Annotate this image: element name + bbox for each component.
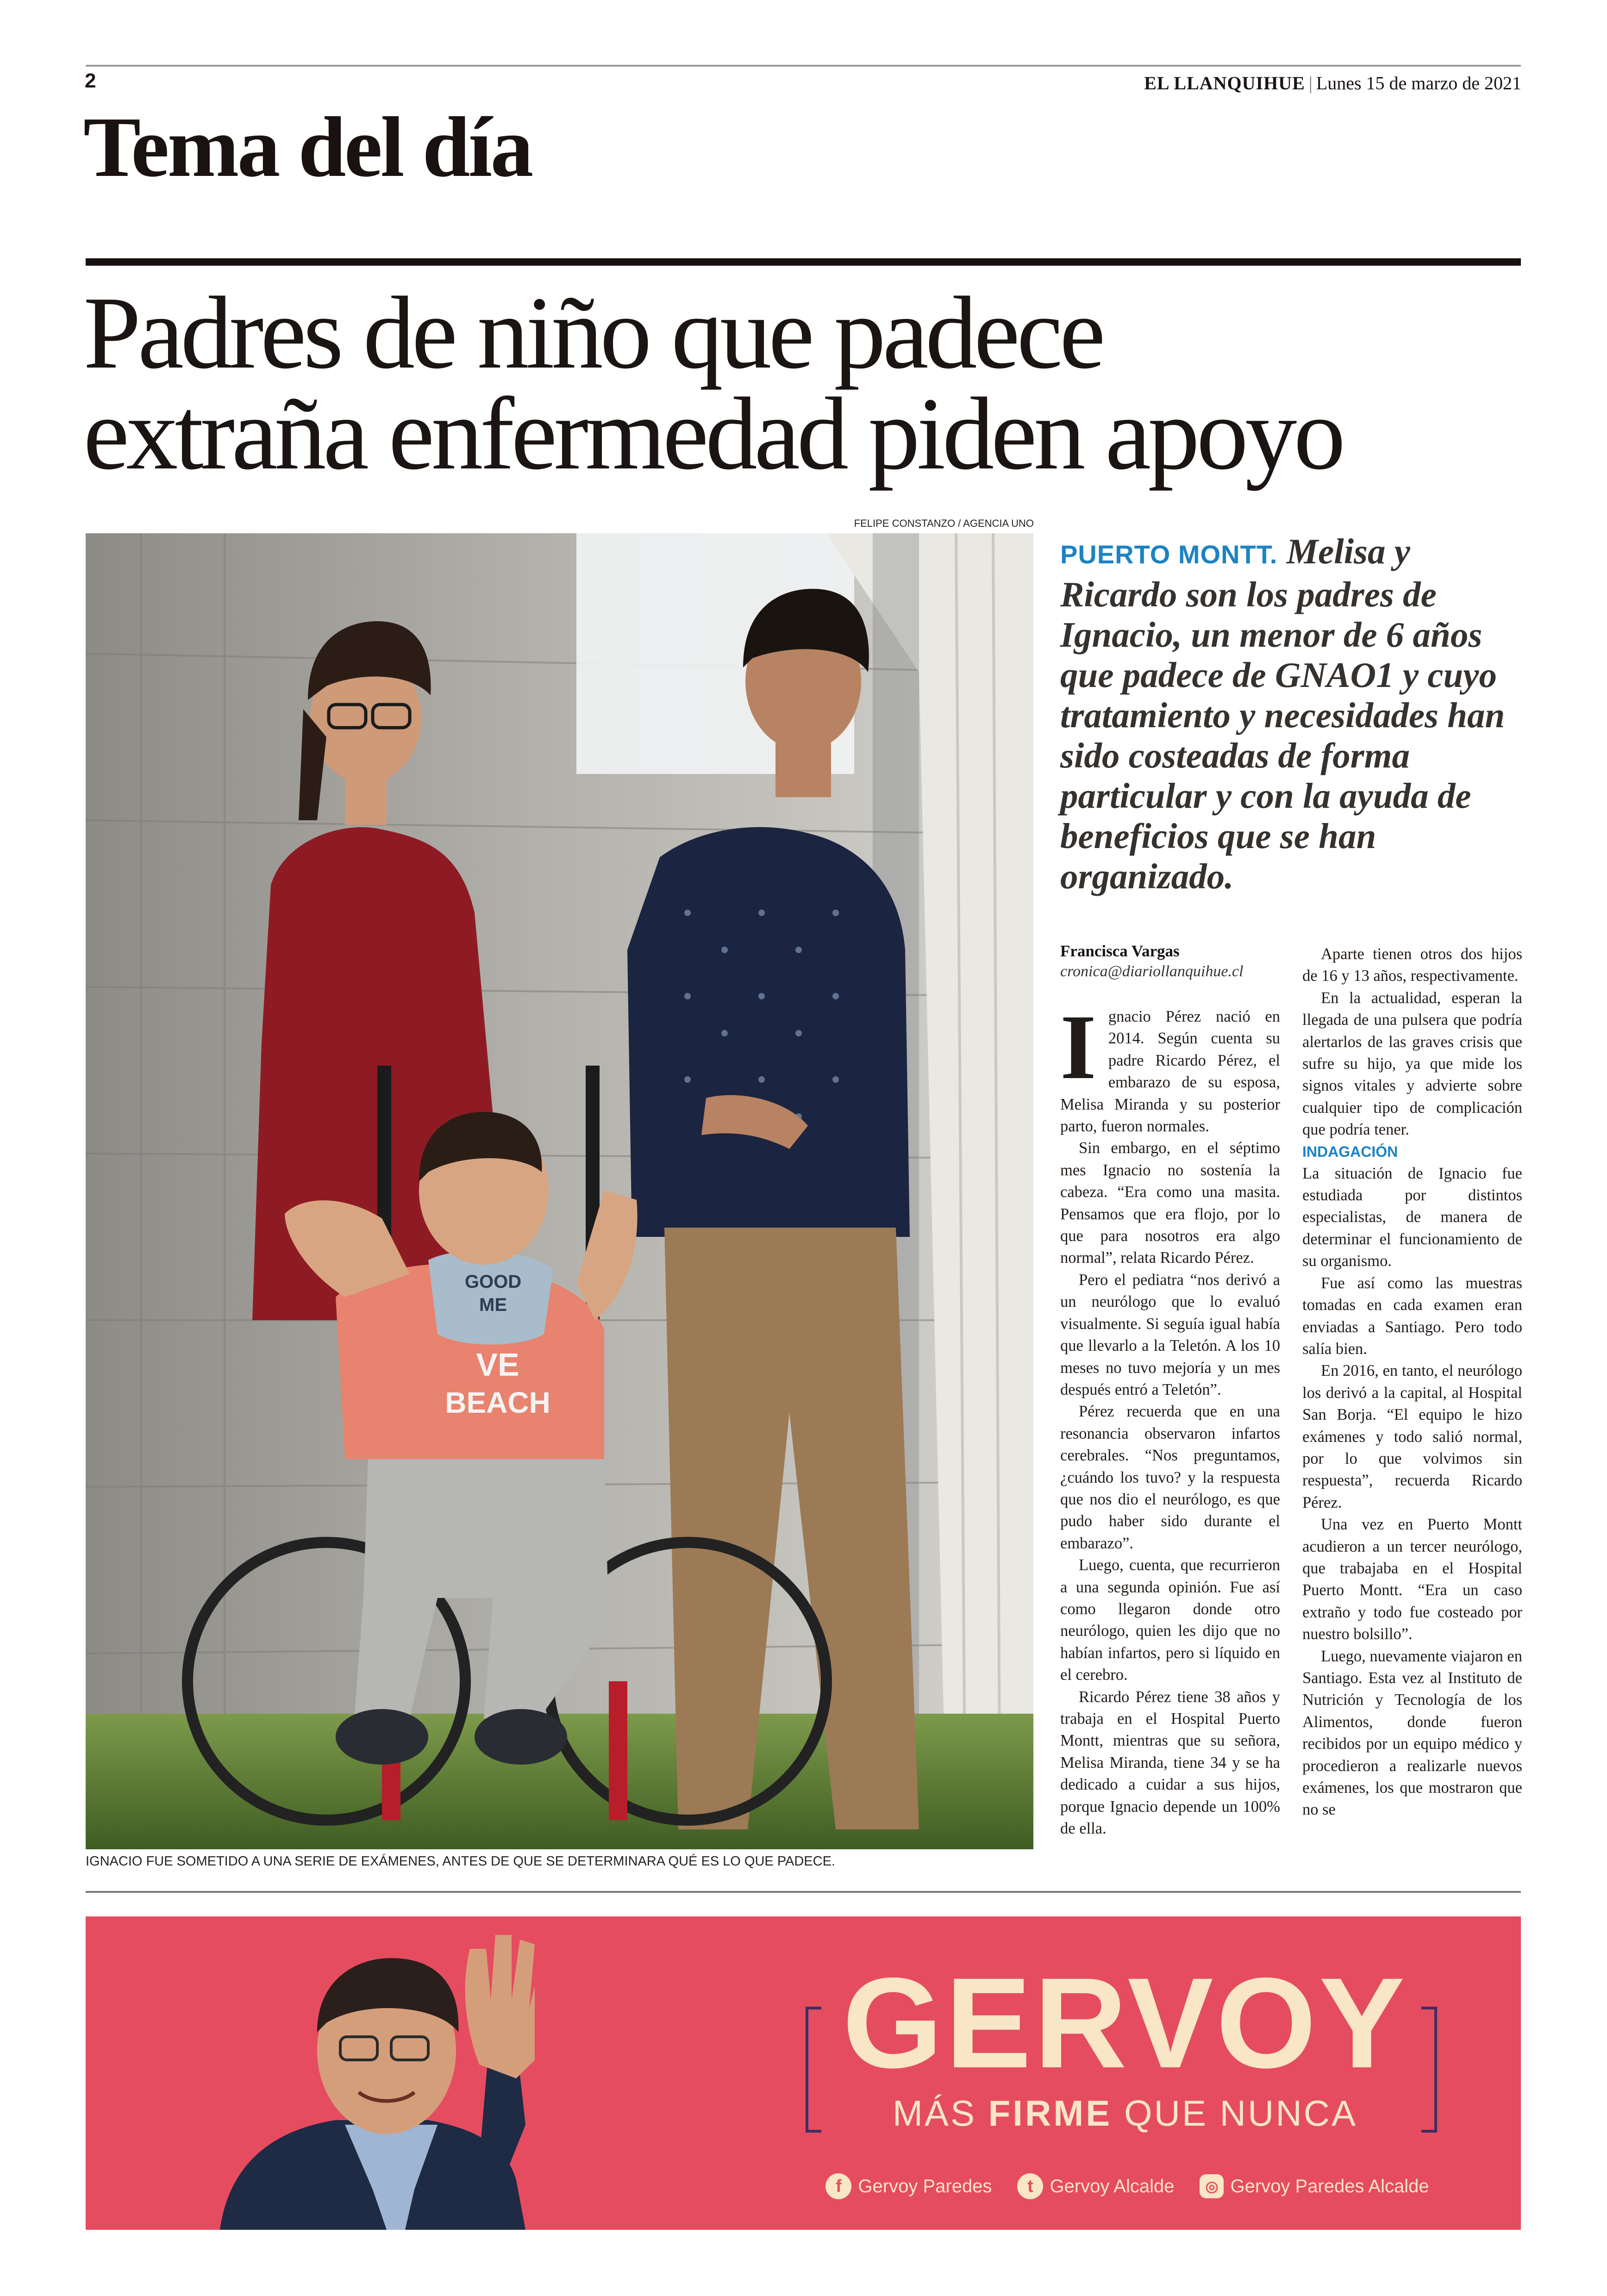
ad-slogan: MÁS FIRME QUE NUNCA [892, 2093, 1358, 2134]
article-lead [1060, 531, 1523, 897]
family-photo-illustration [86, 533, 1033, 1849]
section-rule [86, 258, 1521, 266]
body-paragraph: Luego, nuevamente viajaron en Santiago. Esta vez al Instituto de Nutrición y Tecnología de los Alimentos, donde fueron recibidos por un equipo médico y procedieron a realizarle nuevos exámenes, los que mostraron que no se [1302, 1647, 1522, 1819]
section-title: Tema del día [83, 100, 532, 195]
byline [1060, 941, 1292, 982]
instagram-link[interactable]: ◎ Gervoy Paredes Alcalde [1200, 2173, 1429, 2199]
photo-caption: IGNACIO FUE SOMETIDO A UNA SERIE DE EXÁMENES, ANTES DE QUE SE DETERMINARA QUÉ ES LO QUE PADECE. [86, 1854, 835, 1869]
body-paragraph: Fue así como las muestras tomadas en cada examen eran enviadas a Santiago. Pero todo salía bien. [1302, 1274, 1522, 1358]
headline-line-2: extraña enfermedad piden apoyo [83, 376, 1343, 491]
campaign-advertisement[interactable] [86, 1916, 1521, 2230]
author-email: cronica@diariollanquihue.cl [1060, 963, 1244, 980]
facebook-link[interactable]: f Gervoy Paredes [825, 2173, 992, 2199]
body-paragraph: En la actualidad, esperan la llegada de una pulsera que podría alertarlos de las graves crisis que sufre su hijo, ya que mide los signos vitales y advierte sobre cualquier tipo de complicación que podría tener. [1302, 989, 1522, 1139]
body-paragraph: Una vez en Puerto Montt acudieron a un tercer neurólogo, que trabajaba en el Hospital Puerto Montt. “Era un caso extraño y todo fue costeado por nuestro bolsillo”. [1302, 1516, 1522, 1643]
body-paragraph: Pérez recuerda que en una resonancia observaron infartos cerebrales. “Nos preguntamos, ¿cuándo los tuvo? y la respuesta que nos dio el neurólogo, es que pudo haber sido durante el embarazo”. [1060, 1403, 1280, 1552]
body-paragraph: Sin embargo, en el séptimo mes Ignacio no sostenía la cabeza. “Era como una masita. Pensamos que era flojo, por lo que para nosotros era algo normal”, relata Ricardo Pérez. [1060, 1139, 1280, 1267]
body-paragraph: Luego, cuenta, que recurrieron a una segunda opinión. Fue así como llegaron donde otro neurólogo, quien les dijo que no habían infartos, pero si líquido en el cerebro. [1060, 1556, 1280, 1684]
bib-print-line-1: GOOD [464, 1272, 522, 1292]
publication-name: EL LLANQUIHUE [1144, 73, 1305, 94]
issue-date: Lunes 15 de marzo de 2021 [1316, 73, 1521, 94]
ad-social-links [803, 2173, 1451, 2199]
photo-credit: FELIPE CONSTANZO / AGENCIA UNO [854, 518, 1034, 529]
headline-line-1: Padres de niño que padece [83, 275, 1102, 390]
body-paragraph: Pero el pediatra “nos derivó a un neurólogo que lo evaluó visualmente. Si seguía igual había que llevarlo a la Teletón. A los 10 meses no tuvo mejoría y un mes después entró a Teletón”. [1060, 1271, 1280, 1398]
body-paragraph: Ignacio Pérez nació en 2014. Según cuenta su padre Ricardo Pérez, el embarazo de su esposa, Melisa Miranda y su posterior parto, fueron normales. [1060, 1006, 1280, 1136]
twitter-icon: t [1017, 2173, 1043, 2199]
author-name: Francisca Vargas [1060, 942, 1180, 960]
twitter-link[interactable]: t Gervoy Alcalde [1017, 2173, 1174, 2199]
candidate-portrait [220, 1930, 535, 2230]
lead-place: PUERTO MONTT. [1060, 540, 1278, 569]
body-paragraph: La situación de Ignacio fue estudiada por distintos especialistas, de manera de determinar el funcionamiento de su organismo. [1302, 1164, 1522, 1270]
body-paragraph: Aparte tienen otros dos hijos de 16 y 13 años, respectivamente. [1302, 945, 1522, 985]
masthead: EL LLANQUIHUE | Lunes 15 de marzo de 2021 [1144, 73, 1521, 94]
bracket-left-decoration [806, 2007, 821, 2133]
body-column-1 [1060, 1006, 1280, 1878]
body-column-2 [1302, 943, 1522, 1878]
instagram-icon: ◎ [1200, 2174, 1224, 2198]
top-rule [86, 65, 1521, 67]
ad-separator-rule [86, 1891, 1521, 1893]
shirt-print-line-1: VE [476, 1347, 519, 1383]
lead-text: Melisa y Ricardo son los padres de Ignacio, un menor de 6 años que padece de GNAO1 y cuyo tratamiento y necesidades han sido costeadas de forma particular y con la ayuda de beneficios que se han organizado. [1060, 531, 1505, 896]
body-paragraph: Ricardo Pérez tiene 38 años y trabaja en el Hospital Puerto Montt, mientras que su señora, Melisa Miranda, tiene 34 y se ha dedicado a cuidar a sus hijos, porque Ignacio depende un 100% de ella. [1060, 1688, 1280, 1838]
headline [83, 275, 1528, 491]
bib-print-line-2: ME [479, 1295, 507, 1315]
subheading: INDAGACIÓN [1302, 1143, 1398, 1160]
facebook-icon: f [825, 2173, 851, 2199]
shirt-print-line-2: BEACH [445, 1386, 550, 1419]
page-number: 2 [85, 69, 96, 92]
body-paragraph: En 2016, en tanto, el neurólogo los derivó a la capital, al Hospital San Borja. “El equipo le hizo exámenes y todo salió normal, por lo que volvimos sin respuesta”, recuerda Ricardo Pérez. [1302, 1362, 1522, 1511]
ad-brand-name: GERVOY [842, 1951, 1408, 2095]
drop-cap: I [1060, 1006, 1096, 1098]
article-photo [86, 533, 1033, 1849]
